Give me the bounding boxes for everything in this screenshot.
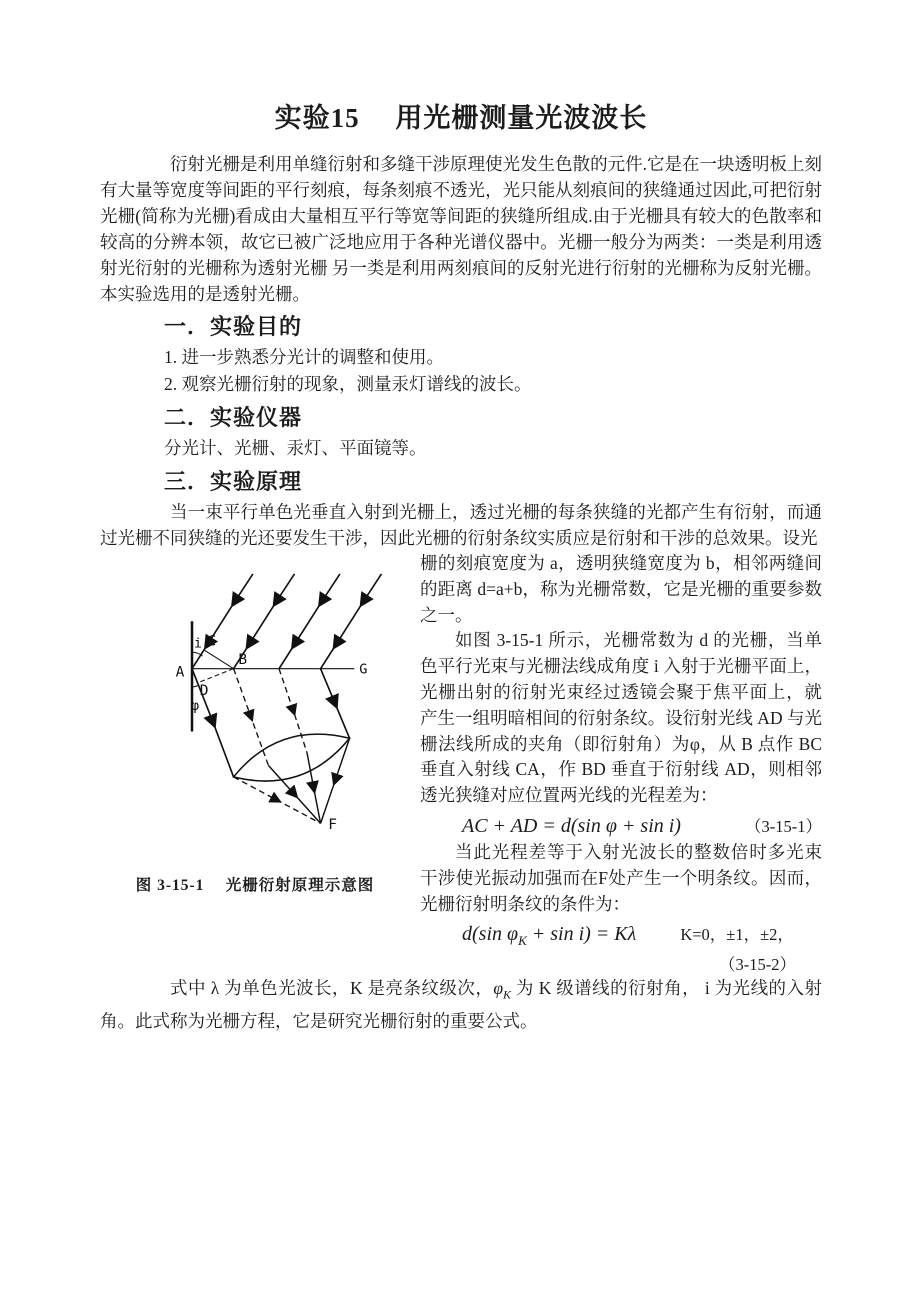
principle-col-paragraph-3: 当此光程差等于入射光波长的整数倍时多光束干涉使光振动加强而在F处产生一个明条纹。因而，光栅衍射明条纹的条件为： — [420, 841, 822, 914]
label-focus-f: F — [328, 817, 338, 834]
label-angle-i: i — [193, 635, 203, 652]
phi-k-symbol: $\varphi_K$ — [493, 978, 512, 1002]
label-point-a: A — [175, 664, 185, 681]
grating-diffraction-diagram — [134, 567, 424, 867]
apparatus-text: 分光计、光栅、汞灯、平面镜等。 — [164, 438, 427, 458]
lens-shape — [234, 734, 350, 781]
formula-2-subscript: K — [518, 933, 527, 949]
figure-caption: 图 3-15-1 光栅衍射原理示意图 — [135, 877, 375, 894]
intro-paragraph: 衍射光栅是利用单缝衍射和多缝干涉原理使光发生色散的元件.它是在一块透明板上刻有大量等宽度等间距的平行刻痕，每条刻痕不透光，光只能从刻痕间的狭缝通过因此,可把衍射光栅(简称为光栅)看成由大量相互平行等宽等间距的狭缝所组成.由于光栅具有较大的色散率和较高的分辨本领，故它已被广泛地应用于各种光谱仪器中。光栅一般分为两类：一类是利用透射光衍射的光栅称为透射光栅 另一类是利用两刻痕间的反射光进行衍射的光栅称为反射光栅。本实验选用的是透射光栅。 — [100, 154, 822, 304]
formula-2-order-condition: K=0，±1，±2， — [680, 925, 794, 945]
closing-paragraph: 式中 λ 为单色光波长，K 是亮条纹级次，$\varphi_K$ 为 K 级谱线的衍射角， i 为光线的入射角。此式称为光栅方程，它是研究光栅衍射的重要公式。 — [100, 978, 823, 1031]
two-column-block — [100, 551, 822, 975]
formula-3-15-1 — [420, 813, 822, 838]
perpendicular-bc-line — [205, 650, 234, 668]
purpose-item-2: 2. 观察光栅衍射的现象，测量汞灯谱线的波长。 — [164, 374, 532, 394]
formula-3-15-2 — [420, 921, 822, 949]
principle-col-paragraph-2: 如图 3-15-1 所示，光栅常数为 d 的光栅，当单色平行光束与光栅法线成角度 i 入射于光栅平面上，光栅出射的衍射光束经过透镜会聚于焦平面上，就产生一组明暗相间的衍射条纹。设衍射光线 AD 与光栅法线所成的夹角（即衍射角）为φ，从 B 点作 BC 垂直入射线 CA，作 BD 垂直于衍射线 AD，则相邻透光狭缝对应位置两光线的光程差为： — [420, 630, 822, 806]
label-point-d: D — [199, 682, 209, 699]
formula-2-tag: （3-15-2） — [719, 955, 796, 975]
label-grating-g: G — [359, 661, 368, 678]
incident-rays — [192, 574, 381, 669]
label-point-b: B — [238, 651, 248, 668]
page-title: 实验15 用光栅测量光波波长 — [274, 103, 648, 133]
purpose-item-1: 1. 进一步熟悉分光计的调整和使用。 — [164, 347, 444, 367]
heading-principle: 三．实验原理 — [164, 469, 303, 494]
perpendicular-bd-line — [197, 669, 234, 684]
formula-1-expression: AC + AD = d(sin φ + sin i) — [462, 814, 681, 837]
label-angle-phi: φ — [191, 698, 200, 715]
principle-paragraph-full: 当一束平行单色光垂直入射到光栅上，透过光栅的每条狭缝的光都产生有衍射，而通过光栅不同狭缝的光还要发生干涉，因此光栅的衍射条纹实质应是衍射和干涉的总效果。设光 — [100, 502, 822, 548]
page-content — [100, 96, 822, 1034]
formula-2-expression: d(sin $\varphi_K + \sin i) = K\lambda$ — [462, 923, 637, 949]
label-point-c: C — [207, 633, 217, 650]
formula-1-tag: （3-15-1） — [744, 816, 822, 836]
figure-column — [100, 551, 420, 895]
heading-purpose: 一．实验目的 — [164, 314, 303, 339]
heading-apparatus: 二．实验仪器 — [164, 405, 303, 430]
text-column — [420, 551, 822, 975]
principle-col-paragraph-1: 栅的刻痕宽度为 a，透明狭缝宽度为 b，相邻两缝间的距离 d=a+b，称为光栅常数，它是光栅的重要参数之一。 — [420, 553, 822, 625]
